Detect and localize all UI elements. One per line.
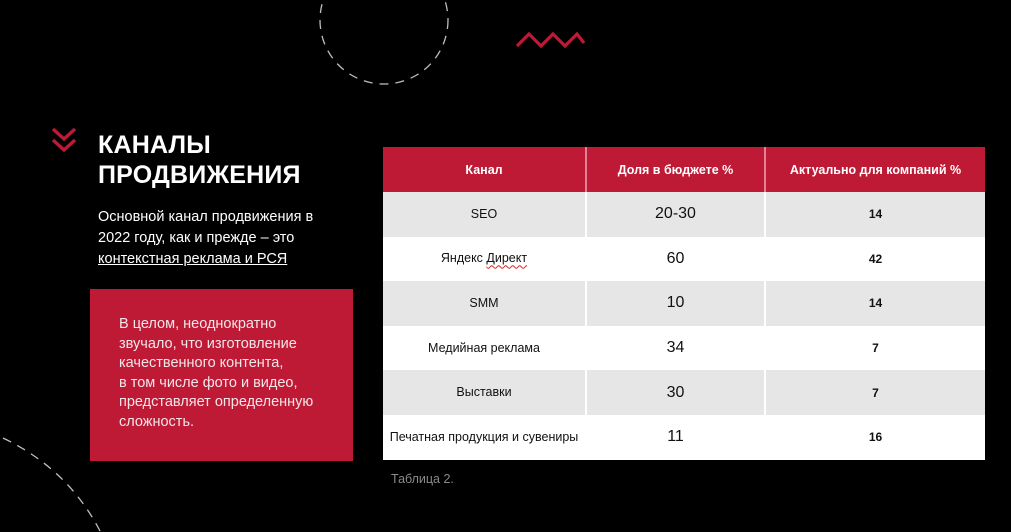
- slide-title-line-2: ПРОДВИЖЕНИЯ: [98, 161, 301, 189]
- cell-relevance: 16: [765, 415, 985, 460]
- table-row: [383, 237, 985, 282]
- cell-budget-share: 34: [586, 326, 765, 371]
- note-line: в том числе фото и видео,: [119, 374, 298, 391]
- note-box: [90, 289, 353, 461]
- header-budget-share: Доля в бюджете %: [586, 147, 765, 192]
- cell-channel: Выставки: [383, 370, 586, 415]
- table-row: [383, 326, 985, 371]
- cell-relevance: 14: [765, 192, 985, 237]
- intro-paragraph: [98, 207, 348, 270]
- header-relevance: Актуально для компаний %: [765, 147, 985, 192]
- cell-budget-share: 11: [586, 415, 765, 460]
- cell-budget-share: 20-30: [586, 192, 765, 237]
- note-line: сложность.: [119, 413, 195, 430]
- table-caption: Таблица 2.: [391, 472, 454, 486]
- note-line: звучало, что изготовление: [119, 335, 297, 352]
- cell-relevance: 14: [765, 281, 985, 326]
- intro-link[interactable]: контекстная реклама и РСЯ: [98, 251, 288, 267]
- cell-budget-share: 30: [586, 370, 765, 415]
- slide-title-line-1: КАНАЛЫ: [98, 131, 211, 159]
- note-line: представляет определенную: [119, 394, 314, 410]
- cell-channel: SEO: [383, 192, 586, 237]
- zigzag-icon: [517, 34, 584, 46]
- cell-budget-share: 10: [586, 281, 765, 326]
- table-row: [383, 415, 985, 460]
- note-line: В целом, неоднократно: [119, 316, 277, 332]
- intro-text: Основной канал продвижения в 2022 году, как и прежде – это: [98, 209, 314, 246]
- note-line: качественного контента,: [119, 355, 284, 371]
- slide-title: [98, 130, 358, 190]
- double-chevron-down-icon: [50, 126, 78, 154]
- dashed-circle-decoration: [320, 0, 448, 84]
- cell-channel: [383, 237, 586, 282]
- table-row: [383, 281, 985, 326]
- table-row: [383, 370, 985, 415]
- cell-channel: Медийная реклама: [383, 326, 586, 371]
- cell-relevance: 7: [765, 370, 985, 415]
- cell-budget-share: 60: [586, 237, 765, 282]
- header-channel: Канал: [383, 147, 586, 192]
- cell-relevance: 42: [765, 237, 985, 282]
- cell-channel: Печатная продукция и сувениры: [383, 415, 586, 460]
- table-header-row: [383, 147, 985, 192]
- channels-table: [383, 147, 985, 460]
- cell-channel: SMM: [383, 281, 586, 326]
- table-row: [383, 192, 985, 237]
- dashed-arc-decoration: [3, 438, 102, 532]
- cell-channel-prefix: Яндекс: [440, 251, 487, 266]
- cell-relevance: 7: [765, 326, 985, 371]
- spellcheck-flagged-word: Директ: [486, 251, 528, 266]
